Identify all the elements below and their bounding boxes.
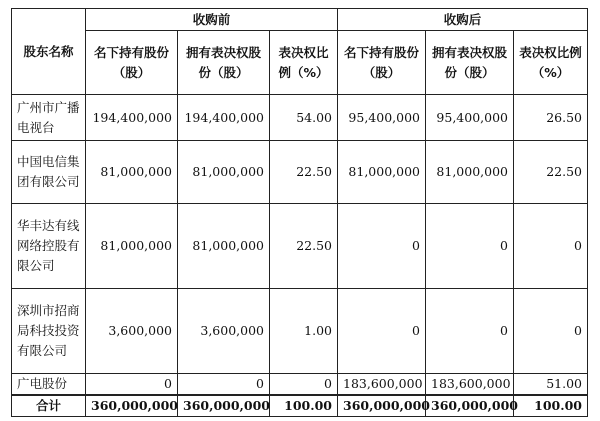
total-cell: 100.00 (514, 395, 588, 417)
table-cell: 51.00 (514, 374, 588, 396)
shareholder-name-cell: 华丰达有线网络控股有限公司 (12, 204, 86, 289)
shareholding-table-container (11, 8, 587, 417)
table-cell: 81,000,000 (86, 141, 178, 204)
table-cell: 81,000,000 (178, 204, 270, 289)
total-cell: 360,000,000 (338, 395, 426, 417)
table-cell: 22.50 (270, 141, 338, 204)
table-cell: 0 (514, 289, 588, 374)
total-cell: 360,000,000 (86, 395, 178, 417)
column-header-voting-shares-after: 拥有表决权股份（股） (426, 31, 514, 95)
table-cell: 0 (178, 374, 270, 396)
table-cell: 0 (338, 204, 426, 289)
table-cell: 194,400,000 (86, 95, 178, 141)
table-cell: 95,400,000 (338, 95, 426, 141)
column-header-held-shares-before: 名下持有股份（股） (86, 31, 178, 95)
column-header-voting-ratio-before: 表决权比例（%） (270, 31, 338, 95)
table-cell: 81,000,000 (426, 141, 514, 204)
shareholder-name-cell: 中国电信集团有限公司 (12, 141, 86, 204)
table-cell: 3,600,000 (86, 289, 178, 374)
table-row (12, 95, 588, 141)
shareholder-name-cell: 广电股份 (12, 374, 86, 396)
table-cell: 1.00 (270, 289, 338, 374)
table-cell: 81,000,000 (178, 141, 270, 204)
table-cell: 0 (86, 374, 178, 396)
table-cell: 3,600,000 (178, 289, 270, 374)
table-cell: 22.50 (270, 204, 338, 289)
header-column-row (12, 31, 588, 95)
shareholding-table (11, 8, 588, 417)
column-header-voting-shares-before: 拥有表决权股份（股） (178, 31, 270, 95)
header-group-row (12, 9, 588, 31)
total-cell: 360,000,000 (426, 395, 514, 417)
total-cell: 100.00 (270, 395, 338, 417)
table-row (12, 204, 588, 289)
table-cell: 81,000,000 (86, 204, 178, 289)
shareholder-name-cell: 深圳市招商局科技投资有限公司 (12, 289, 86, 374)
table-cell: 22.50 (514, 141, 588, 204)
group-header-after-acquisition: 收购后 (338, 9, 588, 31)
table-cell: 194,400,000 (178, 95, 270, 141)
table-row (12, 289, 588, 374)
column-header-held-shares-after: 名下持有股份（股） (338, 31, 426, 95)
total-row (12, 395, 588, 417)
table-row (12, 374, 588, 396)
table-cell: 183,600,000 (338, 374, 426, 396)
table-cell: 0 (426, 289, 514, 374)
total-label: 合计 (12, 395, 86, 417)
table-cell: 0 (514, 204, 588, 289)
table-cell: 95,400,000 (426, 95, 514, 141)
table-cell: 0 (338, 289, 426, 374)
table-cell: 0 (270, 374, 338, 396)
table-cell: 81,000,000 (338, 141, 426, 204)
table-cell: 54.00 (270, 95, 338, 141)
table-cell: 183,600,000 (426, 374, 514, 396)
table-row (12, 141, 588, 204)
row-header-shareholder-name: 股东名称 (12, 9, 86, 95)
column-header-voting-ratio-after: 表决权比例（%） (514, 31, 588, 95)
table-cell: 26.50 (514, 95, 588, 141)
table-cell: 0 (426, 204, 514, 289)
shareholder-name-cell: 广州市广播电视台 (12, 95, 86, 141)
total-cell: 360,000,000 (178, 395, 270, 417)
group-header-before-acquisition: 收购前 (86, 9, 338, 31)
